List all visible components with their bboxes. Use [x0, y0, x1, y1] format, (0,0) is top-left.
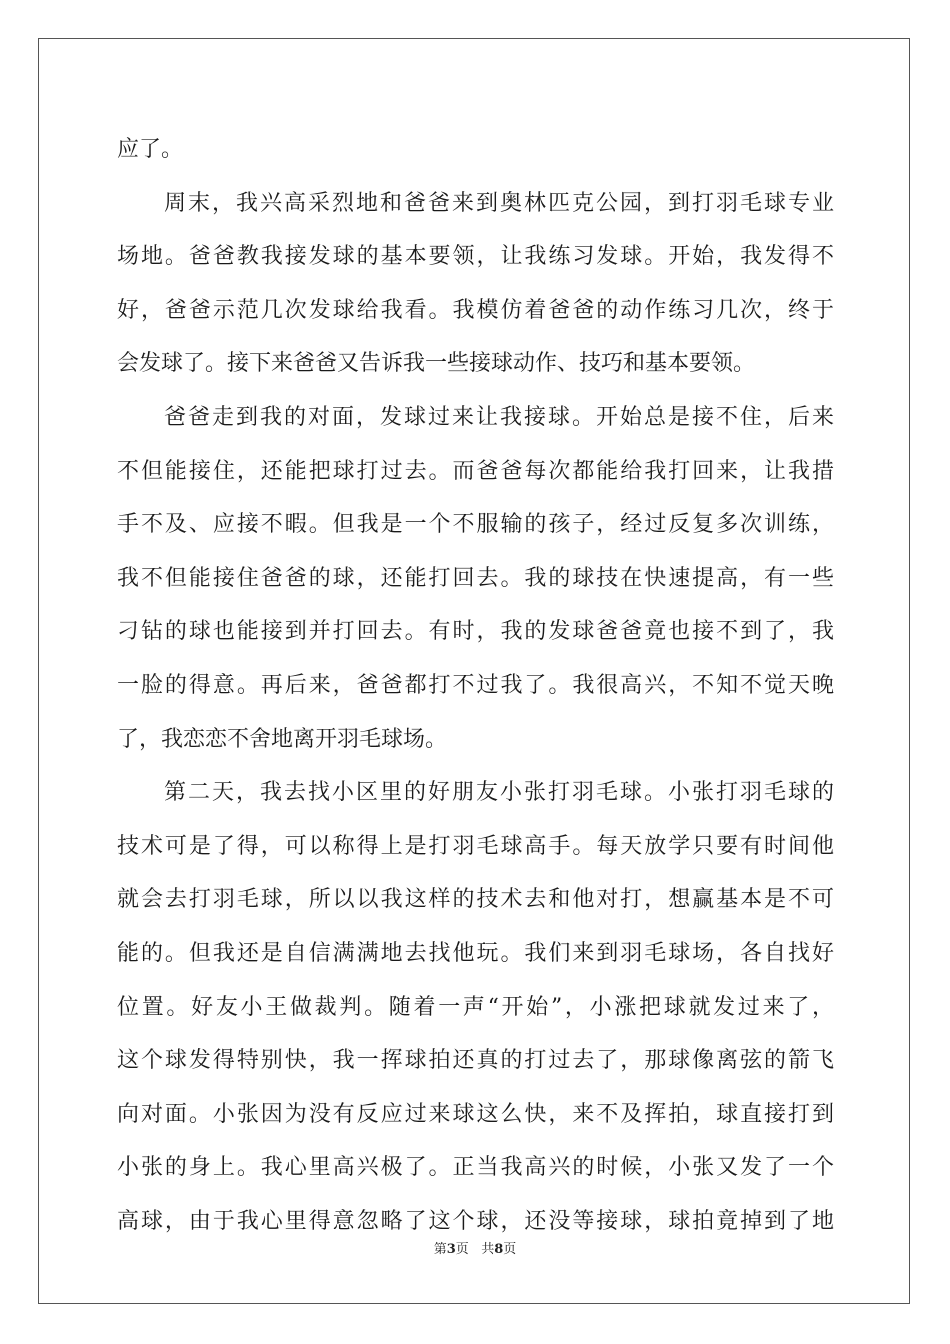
text-line: 能的。但我还是自信满满地去找他玩。我们来到羽毛球场，各自找好 [117, 940, 834, 966]
text-line: 手不及、应接不暇。但我是一个不服输的孩子，经过反复多次训练， [117, 512, 834, 538]
text-line: 应了。 [117, 137, 184, 162]
page-prefix: 第 [433, 1242, 447, 1257]
text-line: 向对面。小张因为没有反应过来球这么快，来不及挥拍，球直接打到 [117, 1101, 834, 1127]
total-suffix: 页 [503, 1242, 517, 1257]
text-line: 场地。爸爸教我接发球的基本要领，让我练习发球。开始，我发得不 [117, 244, 834, 270]
total-prefix: 共 [481, 1242, 495, 1257]
text-line: 就会去打羽毛球，所以以我这样的技术去和他对打，想赢基本是不可 [117, 887, 834, 913]
text-line: 会发球了。接下来爸爸又告诉我一些接球动作、技巧和基本要领。 [117, 351, 756, 377]
paragraph-first-line: 爸爸走到我的对面，发球过来让我接球。开始总是接不住，后来 [164, 404, 834, 430]
text-line: 不但能接住，还能把球打过去。而爸爸每次都能给我打回来，让我措 [117, 458, 834, 484]
total-pages: 8 [494, 1242, 504, 1257]
text-line: 了，我恋恋不舍地离开羽毛球场。 [117, 726, 448, 752]
page-number: 3 [446, 1242, 456, 1257]
text-line: 一脸的得意。再后来，爸爸都打不过我了。我很高兴，不知不觉天晚 [117, 672, 834, 698]
page-suffix: 页 [455, 1242, 469, 1257]
text-line: 小张的身上。我心里高兴极了。正当我高兴的时候，小张又发了一个 [117, 1155, 834, 1181]
text-line: 高球，由于我心里得意忽略了这个球，还没等接球，球拍竟掉到了地 [117, 1208, 834, 1234]
text-line: 位置。好友小王做裁判。随着一声“开始”，小涨把球就发过来了， [117, 994, 834, 1020]
paragraph-first-line: 周末，我兴高采烈地和爸爸来到奥林匹克公园，到打羽毛球专业 [164, 190, 834, 216]
page-footer [0, 1238, 950, 1257]
text-line: 刁钻的球也能接到并打回去。有时，我的发球爸爸竟也接不到了，我 [117, 619, 834, 645]
paragraph-first-line: 第二天，我去找小区里的好朋友小张打羽毛球。小张打羽毛球的 [164, 780, 834, 806]
text-line: 技术可是了得，可以称得上是打羽毛球高手。每天放学只要有时间他 [117, 833, 834, 859]
text-line: 我不但能接住爸爸的球，还能打回去。我的球技在快速提高，有一些 [117, 565, 834, 591]
text-line: 这个球发得特别快，我一挥球拍还真的打过去了，那球像离弦的箭飞 [117, 1048, 834, 1074]
text-line: 好，爸爸示范几次发球给我看。我模仿着爸爸的动作练习几次，终于 [117, 297, 834, 323]
document-body [117, 123, 834, 1248]
